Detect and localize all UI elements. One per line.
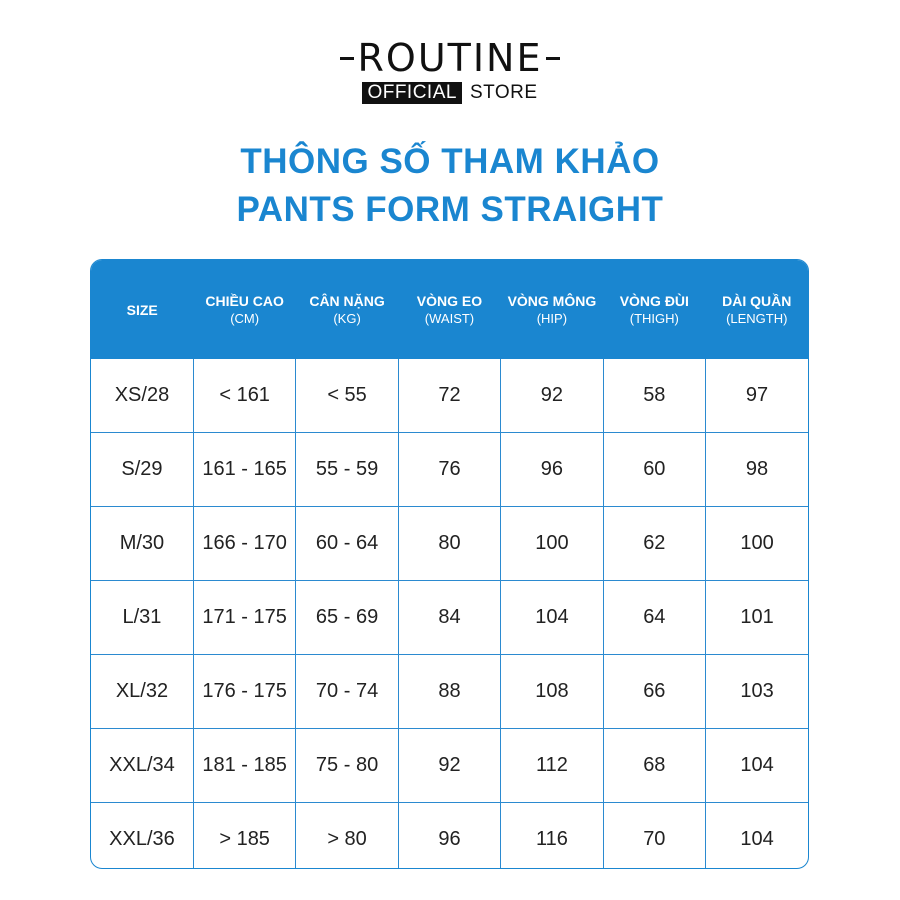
column-header-unit: (KG) [333,311,361,326]
table-cell: 108 [501,655,603,729]
logo-store: STORE [469,82,538,103]
brand-logo [0,38,900,104]
size-cell: XXL/34 [91,729,193,803]
table-cell: 58 [603,359,705,433]
table-row [91,729,808,803]
size-cell: M/30 [91,507,193,581]
column-header-unit: (WAIST) [424,311,475,326]
column-header-unit: (LENGTH) [726,311,788,326]
table-cell: > 80 [296,803,398,870]
column-header-unit: (CM) [230,311,260,326]
table-cell: 181 - 185 [193,729,295,803]
table-cell: 70 - 74 [296,655,398,729]
title-line-2: PANTS FORM STRAIGHT [236,190,664,229]
table-cell: 161 - 165 [193,433,295,507]
table-cell: 64 [603,581,705,655]
table-cell: 104 [501,581,603,655]
size-cell: L/31 [91,581,193,655]
table-cell: 100 [706,507,808,581]
column-header [603,260,705,359]
table-cell: 60 - 64 [296,507,398,581]
table-cell: 84 [398,581,500,655]
size-cell: XL/32 [91,655,193,729]
table-cell: 171 - 175 [193,581,295,655]
page-title [0,138,900,234]
table-cell: 92 [501,359,603,433]
table-cell: 176 - 175 [193,655,295,729]
table-cell: 116 [501,803,603,870]
table-cell: 98 [706,433,808,507]
size-cell: XS/28 [91,359,193,433]
table-cell: > 185 [193,803,295,870]
column-header [91,260,193,359]
column-header [296,260,398,359]
table-cell: 75 - 80 [296,729,398,803]
table-cell: 55 - 59 [296,433,398,507]
table-cell: < 55 [296,359,398,433]
table-row [91,359,808,433]
table-row [91,433,808,507]
column-header [706,260,808,359]
table-cell: 104 [706,729,808,803]
column-header-label: VÒNG ĐÙI [619,293,689,309]
logo-left-bar [340,57,354,60]
table-cell: 68 [603,729,705,803]
table-cell: 97 [706,359,808,433]
title-line-1: THÔNG SỐ THAM KHẢO [240,142,660,181]
table-cell: 104 [706,803,808,870]
table-cell: 66 [603,655,705,729]
table-row [91,803,808,870]
column-header-unit: (THIGH) [629,311,679,326]
column-header-label: DÀI QUẦN [722,293,792,309]
table-cell: 96 [501,433,603,507]
column-header-label: VÒNG EO [416,293,483,309]
table-row [91,507,808,581]
table-cell: 70 [603,803,705,870]
logo-wordmark [0,38,900,78]
size-table [90,259,809,869]
column-header-label: CÂN NẶNG [309,293,385,309]
table-cell: 101 [706,581,808,655]
table-cell: 88 [398,655,500,729]
table-cell: 76 [398,433,500,507]
logo-subline [0,82,900,104]
column-header [398,260,500,359]
table-cell: 72 [398,359,500,433]
table-cell: 100 [501,507,603,581]
table-body [91,359,808,869]
table-cell: 60 [603,433,705,507]
column-header-label: SIZE [126,301,158,318]
table-cell: 96 [398,803,500,870]
size-cell: XXL/36 [91,803,193,870]
table-cell: < 161 [193,359,295,433]
table-row [91,655,808,729]
column-header [501,260,603,359]
table-cell: 62 [603,507,705,581]
table-cell: 92 [398,729,500,803]
logo-word: ROUTINE [357,36,543,80]
column-header-label: CHIỀU CAO [205,293,284,309]
logo-right-bar [546,57,560,60]
table-cell: 103 [706,655,808,729]
column-header [193,260,295,359]
table-row [91,581,808,655]
size-cell: S/29 [91,433,193,507]
logo-official: OFFICIAL [362,82,462,104]
table-cell: 80 [398,507,500,581]
column-header-label: VÒNG MÔNG [507,293,597,309]
table-cell: 112 [501,729,603,803]
column-header-unit: (HIP) [536,311,568,326]
table-cell: 65 - 69 [296,581,398,655]
table-header-row [91,260,808,359]
table-cell: 166 - 170 [193,507,295,581]
